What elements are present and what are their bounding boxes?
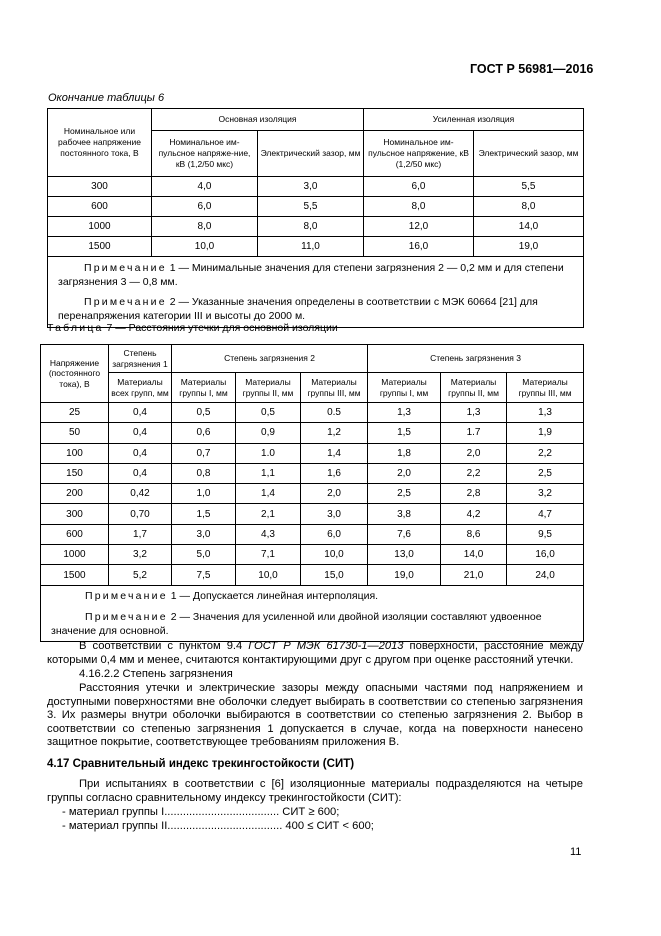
table-row [41, 524, 584, 544]
table-row [41, 545, 584, 565]
t7-g3-header: Материалы группы III, мм [301, 373, 368, 403]
table-row [48, 237, 584, 257]
t7-g2-header: Материалы группы II, мм [441, 373, 507, 403]
table-cell: 0,9 [236, 423, 301, 443]
table-cell: 1,9 [507, 423, 584, 443]
note-label: Примечание [85, 610, 168, 623]
table-row [41, 463, 584, 483]
page-number: 11 [570, 846, 582, 858]
table-cell: 600 [41, 524, 109, 544]
table-cell: 0,4 [109, 403, 172, 423]
table-cell: 21,0 [441, 565, 507, 585]
t7-note-1 [51, 589, 575, 603]
table-cell: 8,0 [474, 197, 584, 217]
table-cell: 1,4 [236, 484, 301, 504]
table-cell: 1.0 [236, 443, 301, 463]
table-cell: 0,5 [172, 403, 236, 423]
table-cell: 2,0 [368, 463, 441, 483]
table-cell: 6,0 [364, 177, 474, 197]
table-cell: 300 [48, 177, 152, 197]
table-cell: 1,1 [236, 463, 301, 483]
table-cell: 1,8 [368, 443, 441, 463]
table-cell: 1,5 [172, 504, 236, 524]
subsection-heading: 4.16.2.2 Степень загрязнения [79, 668, 233, 680]
table-cell: 50 [41, 423, 109, 443]
t6-col-voltage-header: Номинальное или рабочее напряжение постоянного тока, В [48, 109, 152, 177]
t6-reinforced-insulation-header: Усиленная изоляция [364, 109, 584, 131]
table-cell: 1000 [41, 545, 109, 565]
table-cell: 2,2 [507, 443, 584, 463]
table-cell: 8,0 [152, 217, 258, 237]
table-cell: 300 [41, 504, 109, 524]
table-cell: 7,1 [236, 545, 301, 565]
table-7 [40, 344, 584, 642]
table-cell: 2,5 [507, 463, 584, 483]
table-cell: 10,0 [236, 565, 301, 585]
table-cell: 4,7 [507, 504, 584, 524]
table-cell: 11,0 [258, 237, 364, 257]
t7-notes [41, 585, 584, 641]
table-cell: 8,6 [441, 524, 507, 544]
table-row [41, 403, 584, 423]
table-cell: 1000 [48, 217, 152, 237]
table-row [41, 565, 584, 585]
table-cell: 0,7 [172, 443, 236, 463]
table-cell: 25 [41, 403, 109, 423]
table-cell: 10,0 [301, 545, 368, 565]
note-label: Примечание [84, 296, 167, 308]
table-cell: 16,0 [507, 545, 584, 565]
table-cell: 1,7 [109, 524, 172, 544]
t7-g2-header: Материалы группы II, мм [236, 373, 301, 403]
table-cell: 6,0 [152, 197, 258, 217]
table-row [41, 484, 584, 504]
t7-g1-header: Материалы группы I, мм [172, 373, 236, 403]
table-cell: 5,5 [258, 197, 364, 217]
t7-pd1-header: Степень загрязнения 1 [109, 345, 172, 373]
table-cell: 0,4 [109, 463, 172, 483]
table-cell: 2,1 [236, 504, 301, 524]
table-row [48, 177, 584, 197]
table-cell: 6,0 [301, 524, 368, 544]
table-cell: 3,0 [258, 177, 364, 197]
table-cell: 1500 [41, 565, 109, 585]
t6-impulse-header: Номинальное им-пульсное напряже-ние, кВ (1,2/50 мкс) [152, 131, 258, 177]
t7-all-groups-header: Материалы всех групп, мм [109, 373, 172, 403]
t6-note-2 [58, 295, 575, 323]
table-cell: 0,5 [236, 403, 301, 423]
t6-basic-insulation-header: Основная изоляция [152, 109, 364, 131]
table-cell: 1,2 [301, 423, 368, 443]
standard-number: ГОСТ Р 56981—2016 [470, 62, 594, 76]
table-cell: 0,6 [172, 423, 236, 443]
caption-text: 7 — Расстояния утечки для основной изоляции [106, 322, 338, 334]
table-cell: 1,3 [368, 403, 441, 423]
note-text: 1 — Минимальные значения для степени загрязнения 2 — 0,2 мм и для степени загрязнения 3 — 0,8 мм. [58, 262, 564, 288]
table-cell: 13,0 [368, 545, 441, 565]
note-label: Примечание [85, 589, 168, 602]
table-cell: 10,0 [152, 237, 258, 257]
table-cell: 5,2 [109, 565, 172, 585]
note-text: 2 — Значения для усиленной или двойной изоляции составляют удвоенное значение для основной. [51, 610, 542, 637]
table-cell: 4,0 [152, 177, 258, 197]
table-cell: 2,8 [441, 484, 507, 504]
table-cell: 5,5 [474, 177, 584, 197]
paragraph-text: поверхности, расстояние между которыми 0,4 мм и менее, считаются контактирующими друг с другом при оценке расстояний утечки. [47, 640, 583, 666]
t6-note-1 [58, 261, 575, 289]
table-cell: 200 [41, 484, 109, 504]
table-row [48, 217, 584, 237]
t6-impulse-r-header: Номинальное им-пульсное напряжение, кВ (1,2/50 мкс) [364, 131, 474, 177]
caption-label: Таблица [47, 322, 104, 334]
list-item: - материал группы II..................................... 400 ≤ СИТ < 600; [62, 820, 374, 832]
table-cell: 1,4 [301, 443, 368, 463]
table-cell: 1,0 [172, 484, 236, 504]
t7-pd2-header: Степень загрязнения 2 [172, 345, 368, 373]
standard-reference: ГОСТ Р МЭК 61730-1—2013 [248, 640, 404, 652]
table-cell: 0,42 [109, 484, 172, 504]
table-cell: 1,6 [301, 463, 368, 483]
table6-caption: Окончание таблицы 6 [48, 92, 165, 104]
table-row [41, 504, 584, 524]
paragraph-text: В соответствии с пунктом 9.4 [79, 640, 249, 652]
note-label: Примечание [84, 262, 167, 274]
t6-clearance-header: Электрический зазор, мм [258, 131, 364, 177]
table-cell: 0,4 [109, 423, 172, 443]
table-6 [47, 108, 584, 328]
table-cell: 0.5 [301, 403, 368, 423]
list-item: - материал группы I..................................... СИТ ≥ 600; [62, 806, 340, 818]
table-cell: 3,0 [172, 524, 236, 544]
table-cell: 9,5 [507, 524, 584, 544]
note-text: 2 — Указанные значения определены в соответствии с МЭК 60664 [21] для перенапряжения категории III и высоты до 2000 м. [58, 296, 538, 322]
table-cell: 0,70 [109, 504, 172, 524]
t7-pd3-header: Степень загрязнения 3 [368, 345, 584, 373]
table-cell: 14,0 [474, 217, 584, 237]
table7-caption [47, 322, 338, 334]
table-cell: 1,3 [441, 403, 507, 423]
table-row [41, 423, 584, 443]
note-text: 1 — Допускается линейная интерполяция. [170, 589, 379, 602]
section-heading: 4.17 Сравнительный индекс трекингостойкости (СИТ) [47, 758, 355, 770]
table-cell: 8,0 [258, 217, 364, 237]
paragraph-pollution-degree: Расстояния утечки и электрические зазоры между опасными частями под напряжением и доступными поверхностями вне оболочки следует выбирать в соответствии со степенью загрязнения 3. Их размеры внутри оболочки выбираются в соответствии со степенью загрязнения 2. Выбор в соответствии со степенью загрязнения 1 допускается в случае, когда на поверхности нанесено защитное покрытие, соответствующее требованиям приложения В. [47, 682, 583, 749]
t6-clearance-r-header: Электрический зазор, мм [474, 131, 584, 177]
table-cell: 1,3 [507, 403, 584, 423]
table-cell: 0,8 [172, 463, 236, 483]
table-cell: 3,8 [368, 504, 441, 524]
table-cell: 16,0 [364, 237, 474, 257]
table-cell: 2,0 [441, 443, 507, 463]
table-cell: 5,0 [172, 545, 236, 565]
table-row [48, 197, 584, 217]
t6-notes [48, 257, 584, 328]
table-cell: 15,0 [301, 565, 368, 585]
table-cell: 3,0 [301, 504, 368, 524]
table-cell: 8,0 [364, 197, 474, 217]
t7-col-voltage-header: Напряжение (постоянного тока), В [41, 345, 109, 403]
table-cell: 4,3 [236, 524, 301, 544]
table-row [41, 443, 584, 463]
table-cell: 4,2 [441, 504, 507, 524]
table-cell: 2,5 [368, 484, 441, 504]
table-cell: 3,2 [109, 545, 172, 565]
t7-g3-header: Материалы группы III, мм [507, 373, 584, 403]
table-cell: 150 [41, 463, 109, 483]
table-cell: 0,4 [109, 443, 172, 463]
table-cell: 1.7 [441, 423, 507, 443]
table-cell: 19,0 [474, 237, 584, 257]
table-cell: 7,5 [172, 565, 236, 585]
paragraph-contact-surfaces [47, 640, 583, 667]
table-cell: 100 [41, 443, 109, 463]
table-cell: 1,5 [368, 423, 441, 443]
table-cell: 3,2 [507, 484, 584, 504]
t7-g1-header: Материалы группы I, мм [368, 373, 441, 403]
table-cell: 12,0 [364, 217, 474, 237]
table-cell: 600 [48, 197, 152, 217]
paragraph-cti: При испытаниях в соответствии с [6] изоляционные материалы подразделяются на четыре группы согласно сравнительному индексу трекингостойкости (СИТ): [47, 778, 583, 804]
table-cell: 1500 [48, 237, 152, 257]
t7-note-2 [51, 610, 575, 638]
table-cell: 14,0 [441, 545, 507, 565]
table-cell: 2,0 [301, 484, 368, 504]
table-cell: 24,0 [507, 565, 584, 585]
table-cell: 2,2 [441, 463, 507, 483]
table-cell: 7,6 [368, 524, 441, 544]
table-cell: 19,0 [368, 565, 441, 585]
